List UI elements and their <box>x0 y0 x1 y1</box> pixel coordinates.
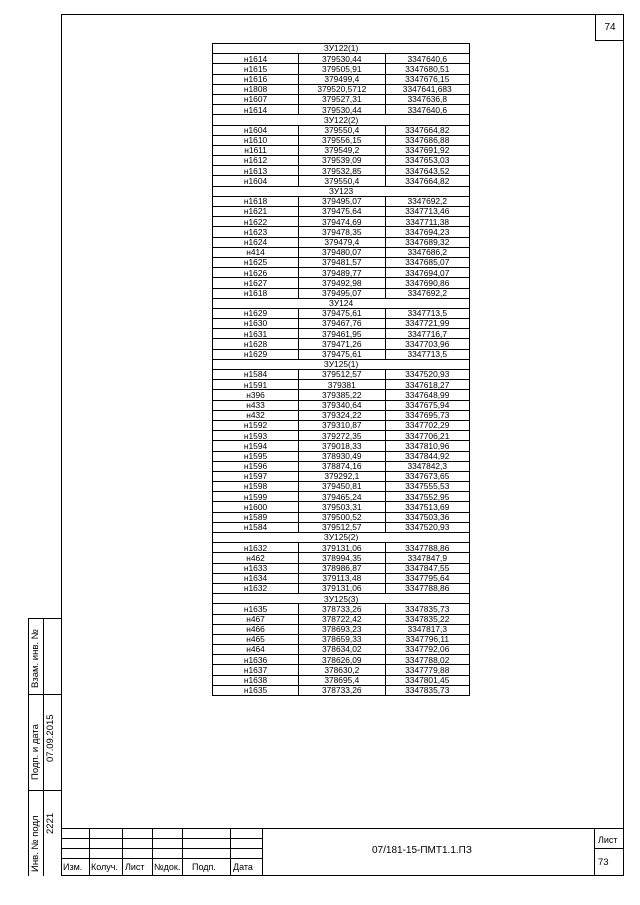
sign-date-label: Подп. и дата <box>30 724 41 780</box>
table-row <box>213 624 470 634</box>
coord-y: 3347692,2 <box>385 196 470 206</box>
point-id: н1618 <box>213 288 299 298</box>
coord-x: 378994,35 <box>299 553 385 563</box>
coord-x: 379530,44 <box>299 54 385 64</box>
point-id: н1623 <box>213 227 299 237</box>
point-id: н1808 <box>213 84 299 94</box>
point-id: н1618 <box>213 196 299 206</box>
table-row <box>213 278 470 288</box>
point-id: н1615 <box>213 64 299 74</box>
coord-y: 3347618,27 <box>385 380 470 390</box>
coord-x: 379475,61 <box>299 349 385 359</box>
coord-y: 3347689,32 <box>385 237 470 247</box>
coord-y: 3347664,82 <box>385 176 470 186</box>
coord-x: 379461,95 <box>299 329 385 339</box>
table-row <box>213 156 470 166</box>
coord-y: 3347788,86 <box>385 583 470 593</box>
coord-x: 379480,07 <box>299 247 385 257</box>
section-header: ЗУ125(1) <box>213 359 470 369</box>
coord-x: 378733,26 <box>299 604 385 614</box>
col-list: Лист <box>125 862 145 872</box>
col-data: Дата <box>233 862 253 872</box>
table-row <box>213 461 470 471</box>
point-id: н1632 <box>213 543 299 553</box>
coord-y: 3347503,36 <box>385 512 470 522</box>
coord-x: 379481,57 <box>299 257 385 267</box>
table-row <box>213 420 470 430</box>
coord-x: 379131,06 <box>299 543 385 553</box>
coord-x: 379018,33 <box>299 441 385 451</box>
coord-x: 379550,4 <box>299 176 385 186</box>
coord-x: 379450,81 <box>299 482 385 492</box>
point-id: н1633 <box>213 563 299 573</box>
coord-y: 3347641,683 <box>385 84 470 94</box>
table-row <box>213 237 470 247</box>
coord-x: 379465,24 <box>299 492 385 502</box>
table-row <box>213 288 470 298</box>
coord-y: 3347713,46 <box>385 207 470 217</box>
table-row <box>213 563 470 573</box>
table-row <box>213 227 470 237</box>
table-row <box>213 125 470 135</box>
point-id: н465 <box>213 634 299 644</box>
sheet-number: 73 <box>598 857 609 868</box>
section-header-row <box>213 594 470 604</box>
top-sheet-number: 74 <box>595 14 624 41</box>
coord-x: 378722,42 <box>299 614 385 624</box>
coord-x: 378930,49 <box>299 451 385 461</box>
sheet-label: Лист <box>598 835 618 845</box>
coord-y: 3347835,73 <box>385 604 470 614</box>
coord-x: 379495,07 <box>299 196 385 206</box>
coord-x: 379527,31 <box>299 94 385 104</box>
coord-y: 3347844,92 <box>385 451 470 461</box>
coordinates-table <box>212 43 470 696</box>
point-id: н1613 <box>213 166 299 176</box>
point-id: н1625 <box>213 257 299 267</box>
coord-y: 3347702,29 <box>385 420 470 430</box>
table-row <box>213 105 470 115</box>
point-id: н1607 <box>213 94 299 104</box>
section-header: ЗУ125(3) <box>213 594 470 604</box>
inv-number-value: 2221 <box>45 812 56 834</box>
coord-x: 379532,85 <box>299 166 385 176</box>
point-id: н1596 <box>213 461 299 471</box>
col-kol: Колуч. <box>91 862 118 872</box>
coord-x: 379550,4 <box>299 125 385 135</box>
table-row <box>213 583 470 593</box>
point-id: н1630 <box>213 319 299 329</box>
section-header-row <box>213 186 470 196</box>
point-id: н433 <box>213 400 299 410</box>
coord-x: 378626,09 <box>299 655 385 665</box>
table-row <box>213 492 470 502</box>
table-row <box>213 319 470 329</box>
point-id: н1593 <box>213 431 299 441</box>
point-id: н1589 <box>213 512 299 522</box>
coord-x: 379520,5712 <box>299 84 385 94</box>
coord-y: 3347691,92 <box>385 145 470 155</box>
coord-y: 3347713,5 <box>385 308 470 318</box>
coord-x: 379512,57 <box>299 370 385 380</box>
table-row <box>213 308 470 318</box>
coord-y: 3347685,07 <box>385 257 470 267</box>
point-id: н432 <box>213 410 299 420</box>
coord-y: 3347643,52 <box>385 166 470 176</box>
point-id: н1598 <box>213 482 299 492</box>
col-podp: Подп. <box>192 862 216 872</box>
table-row <box>213 522 470 532</box>
coord-x: 378630,2 <box>299 665 385 675</box>
coord-x: 379324,22 <box>299 410 385 420</box>
point-id: н1638 <box>213 675 299 685</box>
section-header: ЗУ122(2) <box>213 115 470 125</box>
table-row <box>213 74 470 84</box>
point-id: н1612 <box>213 156 299 166</box>
section-header: ЗУ123 <box>213 186 470 196</box>
table-row <box>213 329 470 339</box>
coord-x: 379556,15 <box>299 135 385 145</box>
coord-y: 3347847,9 <box>385 553 470 563</box>
coord-y: 3347721,99 <box>385 319 470 329</box>
coord-y: 3347686,2 <box>385 247 470 257</box>
point-id: н1635 <box>213 685 299 695</box>
table-row <box>213 451 470 461</box>
coord-y: 3347695,73 <box>385 410 470 420</box>
title-block <box>61 828 624 876</box>
table-row <box>213 512 470 522</box>
sign-date-value: 07.09.2015 <box>45 714 56 762</box>
coord-y: 3347680,51 <box>385 64 470 74</box>
table-row <box>213 645 470 655</box>
point-id: н1622 <box>213 217 299 227</box>
table-row <box>213 217 470 227</box>
coord-y: 3347552,95 <box>385 492 470 502</box>
table-row <box>213 207 470 217</box>
inv-number-label: Инв. № подл <box>30 815 41 872</box>
section-header-row <box>213 44 470 54</box>
coord-y: 3347520,93 <box>385 370 470 380</box>
coord-x: 379499,4 <box>299 74 385 84</box>
point-id: н1616 <box>213 74 299 84</box>
coord-x: 379474,69 <box>299 217 385 227</box>
point-id: н1621 <box>213 207 299 217</box>
section-header-row <box>213 533 470 543</box>
table-row <box>213 166 470 176</box>
point-id: н1626 <box>213 268 299 278</box>
coord-y: 3347779,88 <box>385 665 470 675</box>
point-id: н1600 <box>213 502 299 512</box>
table-row <box>213 655 470 665</box>
coord-x: 379272,35 <box>299 431 385 441</box>
table-row <box>213 196 470 206</box>
swap-inv-label: Взам. инв. № <box>30 629 41 688</box>
table-row <box>213 410 470 420</box>
coord-x: 378693,23 <box>299 624 385 634</box>
col-ndoc: №док. <box>154 862 181 872</box>
coord-x: 379549,2 <box>299 145 385 155</box>
coord-y: 3347653,03 <box>385 156 470 166</box>
coord-y: 3347703,96 <box>385 339 470 349</box>
col-izm: Изм. <box>63 862 83 872</box>
coord-x: 379292,1 <box>299 471 385 481</box>
coord-y: 3347847,55 <box>385 563 470 573</box>
coord-y: 3347640,6 <box>385 105 470 115</box>
point-id: н1631 <box>213 329 299 339</box>
coord-x: 379131,06 <box>299 583 385 593</box>
point-id: н1591 <box>213 380 299 390</box>
coord-y: 3347796,11 <box>385 634 470 644</box>
table-row <box>213 471 470 481</box>
coord-y: 3347555,53 <box>385 482 470 492</box>
coord-x: 379385,22 <box>299 390 385 400</box>
point-id: н1636 <box>213 655 299 665</box>
coord-x: 379113,48 <box>299 573 385 583</box>
table-row <box>213 543 470 553</box>
point-id: н1624 <box>213 237 299 247</box>
point-id: н1604 <box>213 125 299 135</box>
table-row <box>213 380 470 390</box>
section-header: ЗУ124 <box>213 298 470 308</box>
side-stamp <box>28 618 61 876</box>
table-row <box>213 145 470 155</box>
coord-y: 3347690,86 <box>385 278 470 288</box>
coord-y: 3347716,7 <box>385 329 470 339</box>
coord-y: 3347648,99 <box>385 390 470 400</box>
coord-y: 3347795,64 <box>385 573 470 583</box>
coord-y: 3347713,5 <box>385 349 470 359</box>
point-id: н1627 <box>213 278 299 288</box>
table-row <box>213 268 470 278</box>
coord-y: 3347676,15 <box>385 74 470 84</box>
point-id: н1634 <box>213 573 299 583</box>
table-row <box>213 176 470 186</box>
table-row <box>213 604 470 614</box>
coord-x: 379492,98 <box>299 278 385 288</box>
table-row <box>213 400 470 410</box>
coord-x: 379381 <box>299 380 385 390</box>
coord-x: 379475,61 <box>299 308 385 318</box>
coord-y: 3347692,2 <box>385 288 470 298</box>
coord-x: 378659,33 <box>299 634 385 644</box>
coord-y: 3347664,82 <box>385 125 470 135</box>
coord-x: 379495,07 <box>299 288 385 298</box>
table-row <box>213 135 470 145</box>
coord-y: 3347835,22 <box>385 614 470 624</box>
point-id: н1635 <box>213 604 299 614</box>
coord-x: 378986,87 <box>299 563 385 573</box>
coord-y: 3347801,45 <box>385 675 470 685</box>
table-row <box>213 84 470 94</box>
coord-x: 379500,52 <box>299 512 385 522</box>
coord-y: 3347788,02 <box>385 655 470 665</box>
coord-y: 3347788,86 <box>385 543 470 553</box>
point-id: н466 <box>213 624 299 634</box>
table-row <box>213 614 470 624</box>
point-id: н467 <box>213 614 299 624</box>
table-row <box>213 634 470 644</box>
table-row <box>213 64 470 74</box>
coord-y: 3347636,8 <box>385 94 470 104</box>
point-id: н464 <box>213 645 299 655</box>
point-id: н1637 <box>213 665 299 675</box>
coord-y: 3347711,38 <box>385 217 470 227</box>
document-number: 07/181-15-ПМТ1.1.ПЗ <box>372 845 472 856</box>
coord-x: 378634,02 <box>299 645 385 655</box>
coord-y: 3347694,07 <box>385 268 470 278</box>
table-row <box>213 94 470 104</box>
coord-x: 379479,4 <box>299 237 385 247</box>
point-id: н1604 <box>213 176 299 186</box>
point-id: н1599 <box>213 492 299 502</box>
point-id: н1584 <box>213 370 299 380</box>
coord-y: 3347792,06 <box>385 645 470 655</box>
table-row <box>213 665 470 675</box>
coord-y: 3347817,3 <box>385 624 470 634</box>
coord-x: 378695,4 <box>299 675 385 685</box>
coord-x: 379475,64 <box>299 207 385 217</box>
coord-x: 379503,31 <box>299 502 385 512</box>
point-id: н1610 <box>213 135 299 145</box>
point-id: н1584 <box>213 522 299 532</box>
coord-x: 378874,16 <box>299 461 385 471</box>
point-id: н1594 <box>213 441 299 451</box>
point-id: н1614 <box>213 105 299 115</box>
table-row <box>213 502 470 512</box>
table-row <box>213 370 470 380</box>
point-id: н1629 <box>213 308 299 318</box>
section-header: ЗУ122(1) <box>213 44 470 54</box>
table-row <box>213 390 470 400</box>
coord-x: 379340,64 <box>299 400 385 410</box>
point-id: н1629 <box>213 349 299 359</box>
coord-x: 379512,57 <box>299 522 385 532</box>
point-id: н1632 <box>213 583 299 593</box>
point-id: н1597 <box>213 471 299 481</box>
table-row <box>213 573 470 583</box>
coord-y: 3347810,96 <box>385 441 470 451</box>
point-id: н1611 <box>213 145 299 155</box>
point-id: н396 <box>213 390 299 400</box>
coord-y: 3347675,94 <box>385 400 470 410</box>
coord-x: 378733,26 <box>299 685 385 695</box>
table-row <box>213 431 470 441</box>
table-row <box>213 553 470 563</box>
coord-y: 3347513,69 <box>385 502 470 512</box>
coord-y: 3347706,21 <box>385 431 470 441</box>
coord-x: 379489,77 <box>299 268 385 278</box>
table-row <box>213 482 470 492</box>
table-row <box>213 349 470 359</box>
coord-y: 3347842,3 <box>385 461 470 471</box>
coord-x: 379530,44 <box>299 105 385 115</box>
section-header-row <box>213 359 470 369</box>
point-id: н1592 <box>213 420 299 430</box>
table-row <box>213 441 470 451</box>
coord-x: 379505,91 <box>299 64 385 74</box>
point-id: н1595 <box>213 451 299 461</box>
point-id: н1628 <box>213 339 299 349</box>
table-row <box>213 685 470 695</box>
coord-y: 3347686,88 <box>385 135 470 145</box>
point-id: н462 <box>213 553 299 563</box>
coord-y: 3347520,93 <box>385 522 470 532</box>
point-id: н1614 <box>213 54 299 64</box>
coord-x: 379467,76 <box>299 319 385 329</box>
coord-y: 3347694,23 <box>385 227 470 237</box>
section-header-row <box>213 298 470 308</box>
section-header: ЗУ125(2) <box>213 533 470 543</box>
table-row <box>213 247 470 257</box>
table-row <box>213 339 470 349</box>
coord-x: 379471,26 <box>299 339 385 349</box>
coord-y: 3347835,73 <box>385 685 470 695</box>
table-row <box>213 257 470 267</box>
point-id: н414 <box>213 247 299 257</box>
coord-x: 379539,09 <box>299 156 385 166</box>
coord-y: 3347640,6 <box>385 54 470 64</box>
table-row <box>213 675 470 685</box>
table-row <box>213 54 470 64</box>
coord-x: 379310,87 <box>299 420 385 430</box>
coord-y: 3347673,65 <box>385 471 470 481</box>
section-header-row <box>213 115 470 125</box>
coord-x: 379478,35 <box>299 227 385 237</box>
